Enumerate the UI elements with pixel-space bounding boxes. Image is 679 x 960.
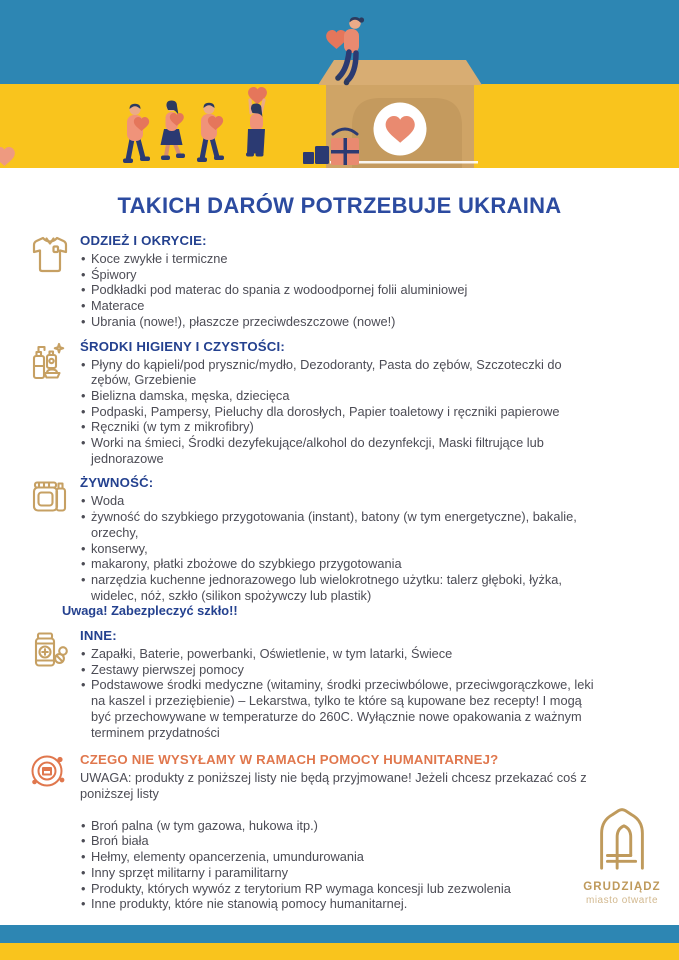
list-item: • Woda (80, 493, 601, 509)
top-banner (0, 0, 679, 168)
section-food (28, 475, 603, 619)
food-list (80, 493, 601, 603)
donation-illustration (0, 0, 679, 168)
other-list (80, 646, 601, 740)
section-hygiene (28, 339, 603, 467)
list-item: • Podpaski, Pampersy, Pieluchy dla dorosłych, Papier toaletowy i ręczniki papierowe (80, 404, 601, 420)
list-item: • konserwy, (80, 541, 601, 557)
list-item: • Worki na śmieci, Środki dezyfekujące/alkohol do dezynfekcji, Maski filtrujące lub jednorazowe (80, 435, 601, 466)
list-item: • Ubrania (nowe!), płaszcze przeciwdeszczowe (nowe!) (80, 314, 601, 330)
list-item: • żywność do szybkiego przygotowania (instant), batony (w tym energetyczne), bakalie, orzechy, (80, 509, 601, 540)
city-logo (560, 806, 679, 906)
glass-warning-note: Uwaga! Zabezpleczyć szkło!! (62, 603, 238, 619)
list-item: • Inne produkty, które nie stanowią pomocy humanitarnej. (80, 896, 601, 912)
list-item: • Zestawy pierwszej pomocy (80, 662, 601, 678)
list-item: • Podstawowe środki medyczne (witaminy, środki przeciwbólowe, przeciwgorączkowe, leki na kaszel i przeziębienie) – Lekarstwa, tylko te które są kupowane bez recepty! I mogą być przechowywane w temperaturze do 260C. Wyłącznie nowe opakowania z ważnym terminem przydatności (80, 677, 601, 740)
list-item: • Podkładki pod materac do spania z wodoodpornej folii aluminiowej (80, 282, 601, 298)
section-header-excluded: CZEGO NIE WYSYŁAMY W RAMACH POMOCY HUMANITARNEJ? (80, 752, 499, 768)
list-item: • Płyny do kąpieli/pod prysznic/mydło, Dezodoranty, Pasta do zębów, Szczoteczki do zębów, Grzebienie (80, 357, 601, 388)
list-item: • Broń palna (w tym gazowa, hukowa itp.) (80, 818, 601, 834)
list-item: • Ręczniki (w tym z mikrofibry) (80, 419, 601, 435)
bottom-blue-strip (0, 925, 679, 943)
section-header-clothing: ODZIEŻ I OKRYCIE: (80, 233, 207, 248)
section-header-other: INNE: (80, 628, 117, 644)
walking-man-2 (197, 103, 224, 162)
list-item: • Produkty, których wywóz z terytorium RP wymaga koncesji lub zezwolenia (80, 881, 601, 897)
page-title: TAKICH DARÓW POTRZEBUJE UKRAINA (117, 193, 562, 218)
section-excluded (28, 752, 603, 912)
list-item: • Broń biała (80, 833, 601, 849)
woman-heart-overhead (246, 87, 267, 157)
hygiene-products-icon (28, 339, 80, 467)
clothing-list (80, 251, 601, 330)
list-item: • makarony, płatki zbożowe do szybkiego przygotowania (80, 556, 601, 572)
bottom-yellow-strip (0, 943, 679, 960)
logo-tagline: miasto otwarte (585, 895, 659, 906)
walking-man-1 (123, 104, 150, 163)
excluded-list (80, 818, 601, 912)
food-jar-icon (28, 475, 80, 619)
list-item: • Hełmy, elementy opancerzenia, umundurowania (80, 849, 601, 865)
walking-woman-1 (161, 101, 186, 161)
edge-heart (0, 147, 15, 166)
medicine-icon (28, 628, 80, 740)
section-header-food: ŻYWNOŚĆ: (80, 475, 154, 491)
list-item: • Bielizna damska, męska, dziecięca (80, 388, 601, 404)
gate-arch-icon (588, 806, 656, 872)
list-item: • Inny sprzęt militarny i paramilitarny (80, 865, 601, 881)
list-item: • Koce zwykłe i termiczne (80, 251, 601, 267)
list-item: • Śpiwory (80, 267, 601, 283)
content-area (28, 233, 603, 921)
list-item: • narzędzia kuchenne jednorazowego lub wielokrotnego użytku: talerz głęboki, łyżka, widelec, nóż, szkło (silikon spożywczy lub plastik) (80, 572, 601, 603)
hygiene-list (80, 357, 601, 467)
list-item: • Zapałki, Baterie, powerbanki, Oświetlenie, w tym latarki, Świece (80, 646, 601, 662)
no-parcels-icon (28, 752, 80, 912)
section-clothing (28, 233, 603, 330)
section-other (28, 628, 603, 740)
logo-city-name: GRUDZIĄDZ (583, 881, 661, 893)
list-item: • Materace (80, 298, 601, 314)
excluded-intro: UWAGA: produkty z poniższej listy nie będą przyjmowane! Jeżeli chcesz przekazać coś z poniższej listy (80, 770, 587, 801)
shirt-icon (28, 233, 80, 330)
section-header-hygiene: ŚRODKI HIGIENY I CZYSTOŚCI: (80, 338, 285, 354)
